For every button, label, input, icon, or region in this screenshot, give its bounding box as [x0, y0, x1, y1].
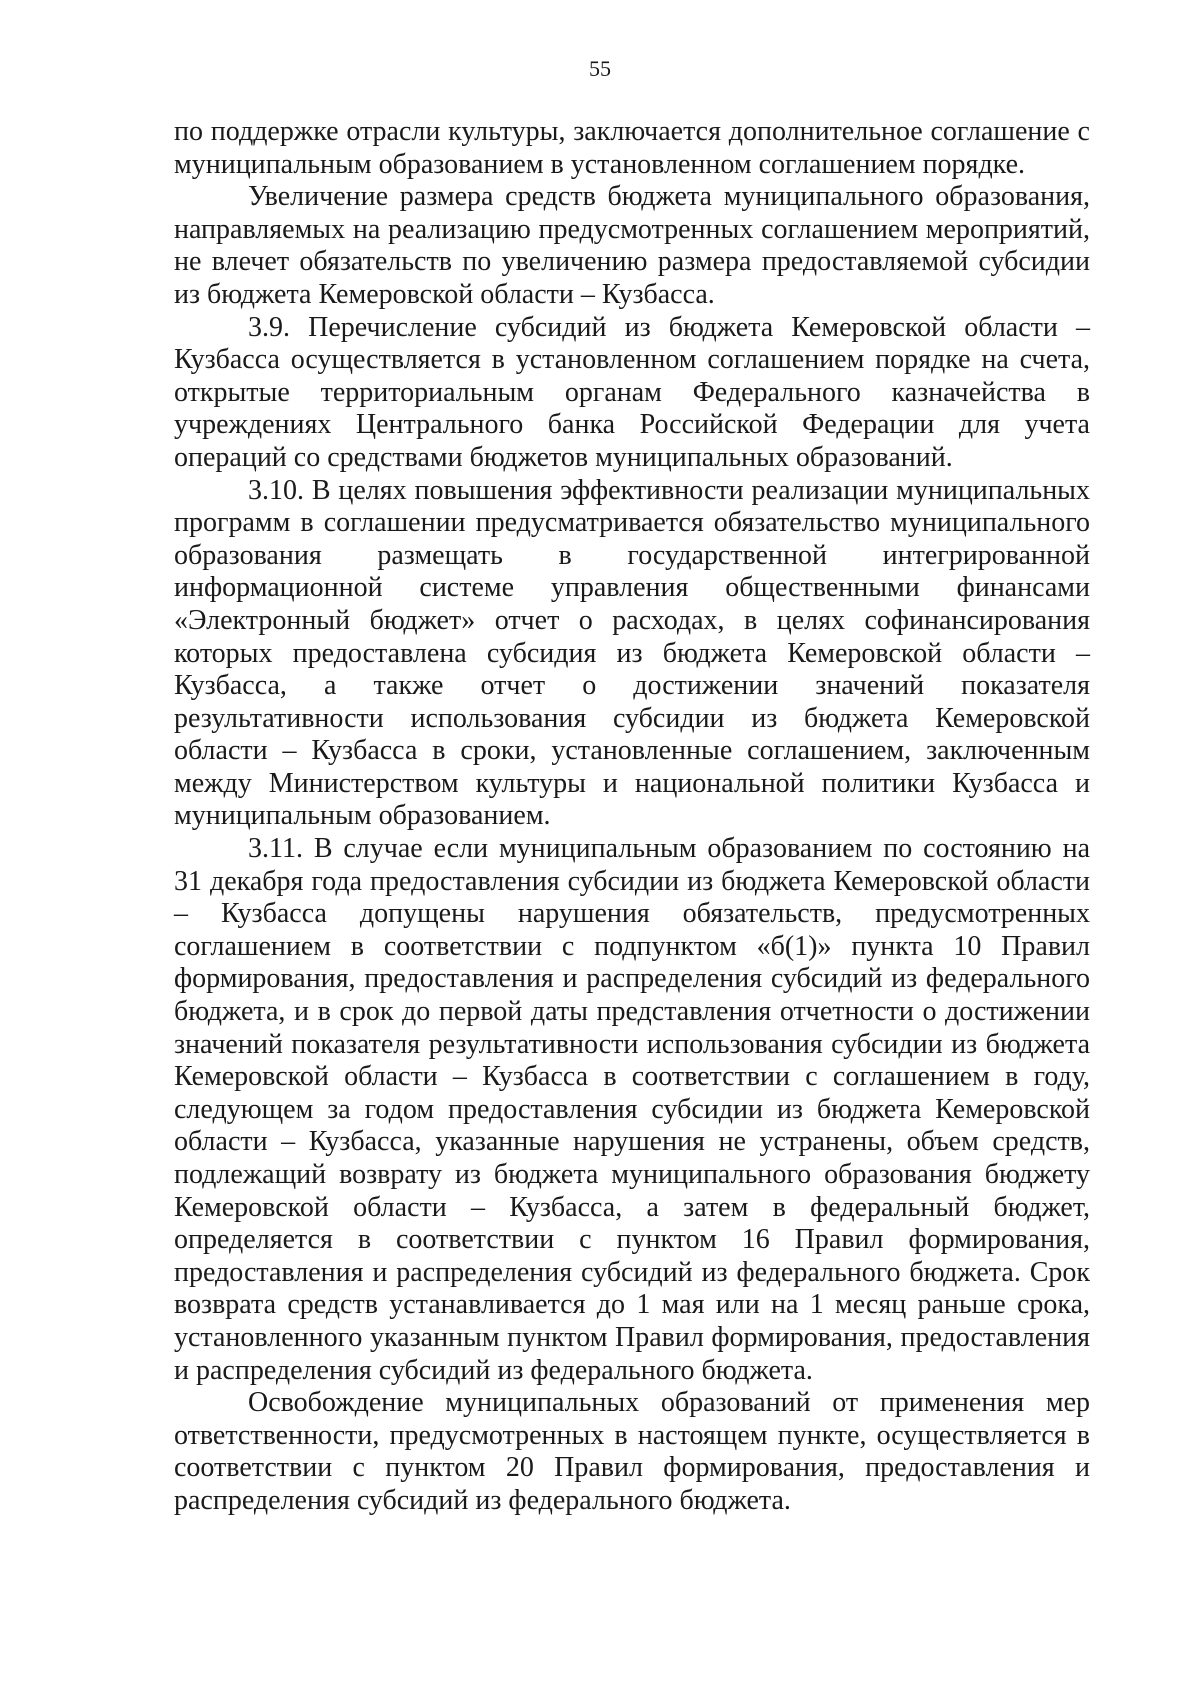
document-body	[174, 116, 1090, 1518]
paragraph-3-11: 3.11. В случае если муниципальным образованием по состоянию на 31 декабря года предоставления субсидии из бюджета Кемеровской области – Кузбасса допущены нарушения обязательств, предусмотренных соглашением в соответствии с подпунктом «б(1)» пункта 10 Правил формирования, предоставления и распределения субсидий из федерального бюджета, и в срок до первой даты представления отчетности о достижении значений показателя результативности использования субсидии из бюджета Кемеровской области – Кузбасса в соответствии с соглашением в году, следующем за годом предоставления субсидии из бюджета Кемеровской области – Кузбасса, указанные нарушения не устранены, объем средств, подлежащий возврату из бюджета муниципального образования бюджету Кемеровской области – Кузбасса, а затем в федеральный бюджет, определяется в соответствии с пунктом 16 Правил формирования, предоставления и распределения субсидий из федерального бюджета. Срок возврата средств устанавливается до 1 мая или на 1 месяц раньше срока, установленного указанным пунктом Правил формирования, предоставления и распределения субсидий из федерального бюджета.	[174, 833, 1090, 1386]
page-number: 55	[589, 56, 611, 81]
paragraph-exemption: Освобождение муниципальных образований от применения мер ответственности, предусмотренных в настоящем пункте, осуществляется в соответствии с пунктом 20 Правил формирования, предоставления и распределения субсидий из федерального бюджета.	[174, 1387, 1090, 1516]
paragraph-3-9: 3.9. Перечисление субсидий из бюджета Кемеровской области – Кузбасса осуществляется в установленном соглашением порядке на счета, открытые территориальным органам Федерального казначейства в учреждениях Центрального банка Российской Федерации для учета операций со средствами бюджетов муниципальных образований.	[174, 311, 1090, 473]
paragraph-3-10: 3.10. В целях повышения эффективности реализации муниципальных программ в соглашении предусматривается обязательство муниципального образования размещать в государственной интегрированной информационной системе управления общественными финансами «Электронный бюджет» отчет о расходах, в целях софинансирования которых предоставлена субсидия из бюджета Кемеровской области – Кузбасса, а также отчет о достижении значений показателя результативности использования субсидии из бюджета Кемеровской области – Кузбасса в сроки, установленные соглашением, заключенным между Министерством культуры и национальной политики Кузбасса и муниципальным образованием.	[174, 474, 1090, 832]
paragraph-budget-increase: Увеличение размера средств бюджета муниципального образования, направляемых на реализацию предусмотренных соглашением мероприятий, не влечет обязательств по увеличению размера предоставляемой субсидии из бюджета Кемеровской области – Кузбасса.	[174, 181, 1090, 310]
paragraph-continuation: по поддержке отрасли культуры, заключается дополнительное соглашение с муниципальным образованием в установленном соглашением порядке.	[174, 116, 1090, 180]
